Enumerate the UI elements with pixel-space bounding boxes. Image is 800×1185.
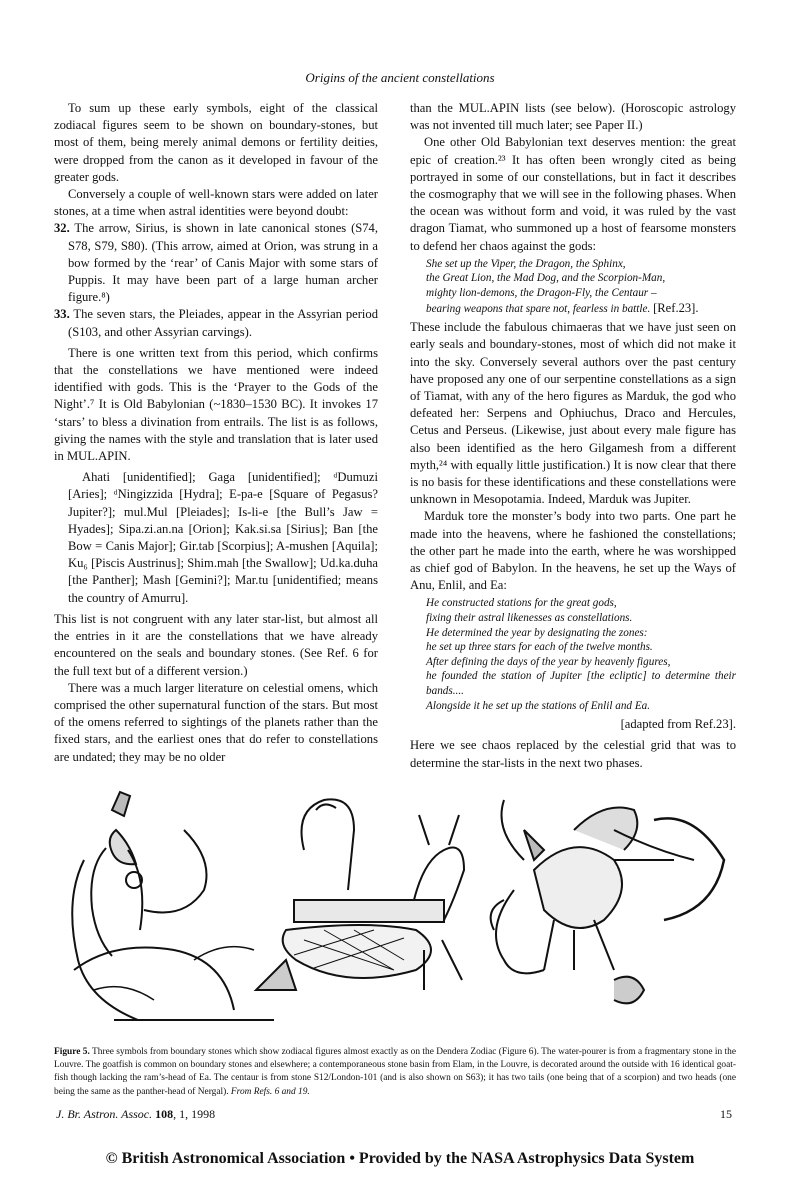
page-number: 15	[720, 1107, 732, 1121]
paragraph: Here we see chaos replaced by the celestial grid that was to determine the star-lists in the next two phases.	[410, 738, 736, 770]
goatfish-drawing	[256, 799, 464, 990]
paragraph: One other Old Babylonian text deserves mention: the great epic of creation.²³ It has often been wrongly cited as being portrayed in some of our constellations, but in fact it describes the cosmography that we will see in the following phases. When the ocean was without form and void, it was ruled by the vast dragon Tiamat, who summoned up a host of fearsome monsters to defend her chaos against the gods:	[410, 135, 736, 253]
verse-quote-1	[410, 257, 736, 316]
verse-line: Alongside it he set up the stations of Enlil and Ea.	[426, 699, 651, 712]
paragraph: Marduk tore the monster’s body into two parts. One part he made into the heavens, where he fashioned the constellations; the other part he made into the earth, where he was worshipped as chief god of Babylon. In the heavens, he set up the Ways of Anu, Enlil, and Ea:	[410, 509, 736, 593]
verse-line: the Great Lion, the Mad Dog, and the Scorpion-Man,	[426, 272, 666, 285]
figure-5-illustrations	[54, 790, 744, 1030]
verse-line	[426, 301, 736, 317]
item-number: 32.	[54, 221, 70, 236]
paragraph: This list is not congruent with any later star-list, but almost all the entries in it are the constellations that we have already encountered on the seals and boundary stones. (See Ref. 6 for the full text but of a different version.)	[54, 611, 378, 678]
journal-name: J. Br. Astron. Assoc.	[56, 1107, 153, 1121]
verse-line: She set up the Viper, the Dragon, the Sphinx,	[426, 257, 626, 270]
running-head: Origins of the ancient constellations	[305, 70, 495, 85]
journal-issue-year: , 1, 1998	[173, 1107, 216, 1121]
paragraph: Conversely a couple of well-known stars were added on later stones, at a time when astral identities were beyond doubt:	[54, 187, 378, 219]
verse-line: he founded the station of Jupiter [the ecliptic] to determine their bands....	[426, 670, 736, 698]
verse-line: fixing their astral likenesses as constellations.	[426, 612, 633, 625]
paragraph: These include the fabulous chimaeras that we have just seen on early seals and boundary-stones, most of which did not make it into the sky. Conversely several authors over the past century have proposed any one of our serpentine constellations as a sign of Tiamat, with any of the hero figures as Marduk, the god who defeated her: Serpens and Ophiuchus, Draco and Hercules, Cetus and Perseus. (Likewise, just about every male figure has also been identified as the hero Gilgamesh from a different myth,²⁴ with equally little justification.) It is now clear that there is no basis for these identifications and these constellations were unknown in Mesopotamia. Indeed, Marduk was Jupiter.	[410, 320, 736, 507]
item-text: The arrow, Sirius, is shown in late canonical stones (S74, S78, S79, S80). (This arrow, aimed at Orion, was strung in a bow formed by the ‘rear’ of Canis Major with some stars of Puppis. It may have been part of a large human archer figure.⁸)	[68, 221, 379, 305]
paragraph: There was a much larger literature on celestial omens, which comprised the other supernatural function of the stars. But most of the omens referred to sightings of the planets rather than the fixed stars, and the earliest ones that do refer to constellations are undated; they may be no older	[54, 680, 378, 764]
paragraph: There is one written text from this period, which confirms that the constellations we have mentioned were indeed identified with gods. This is the ‘Prayer to the Gods of the Night’.⁷ It is Old Babylonian (~1830–1530 BC). It invokes 17 ‘stars’ to bless a divination from entrails. The list is as follows, giving the names with the style and translation that is later used in MUL.APIN.	[54, 345, 378, 464]
left-column	[54, 100, 378, 766]
journal-citation	[56, 1107, 215, 1122]
boundary-stone-drawings	[54, 790, 744, 1030]
verse-reference: [Ref.23].	[653, 300, 699, 315]
verse-line: After defining the days of the year by heavenly figures,	[426, 655, 671, 668]
water-pourer-drawing	[72, 792, 274, 1020]
paragraph: than the MUL.APIN lists (see below). (Horoscopic astrology was not invented till much later; see Paper II.)	[410, 101, 736, 133]
star-list-block: Ahati [unidentified]; Gaga [unidentified]; ᵈDumuzi [Aries]; ᵈNingizzida [Hydra]; E-pa-e [Square of Pegasus? Jupiter?]; mul.Mul [Pleiades]; Is-li-e [the Bull’s Jaw = Hyades]; Sipa.zi.an.na [Orion]; Kak.si.sa [Sirius]; Ban [the Bow = Canis Major]; Gir.tab [Scorpius]; A-mushen [Aquila]; Ku₆ [Piscis Austrinus]; Shim.mah [the Swallow]; Ud.ka.duha [the Panther]; Mash [Gemini?]; Mar.tu [unidentified; means the country of Amurru].	[68, 470, 378, 605]
numbered-item-32	[54, 220, 378, 306]
verse-line-text: bearing weapons that spare not, fearless in battle.	[426, 302, 651, 315]
caption-text: Three symbols from boundary stones which show zodiacal figures almost exactly as on the Dendera Zodiac (Figure 6). The water-pourer is from a fragmentary stone in the Louvre. The goatfish is common on boundary stones and elsewhere; a contemporaneous stone basin from Elam, in the Louvre, is decorated around the outside with 16 identical goat-fish though lacking the ram’s-head of Ea. The centaur is from stone S12/London-101 (and is also shown on S63); it has two tails (one being that of a scorpion) and two heads (one being the same as the panther-head of Nergal).	[54, 1047, 736, 1097]
centaur-archer-drawing	[491, 800, 724, 1003]
verse-line: He determined the year by designating the zones:	[426, 626, 648, 639]
figure-label: Figure 5.	[54, 1047, 90, 1057]
numbered-item-33	[54, 306, 378, 340]
verse-line: He constructed stations for the great gods,	[426, 597, 617, 610]
journal-volume: 108	[155, 1107, 174, 1121]
verse-line: mighty lion-demons, the Dragon-Fly, the Centaur –	[426, 287, 657, 300]
item-text: The seven stars, the Pleiades, appear in the Assyrian period (S103, and other Assyrian carvings).	[68, 307, 378, 339]
verse-quote-2	[410, 596, 736, 713]
caption-references: From Refs. 6 and 19.	[230, 1086, 310, 1097]
verse-line: he set up three stars for each of the twelve months.	[426, 641, 653, 654]
item-number: 33.	[54, 307, 70, 322]
figure-caption	[54, 1046, 736, 1099]
verse-reference: [adapted from Ref.23].	[620, 717, 736, 732]
paragraph: To sum up these early symbols, eight of the classical zodiacal figures seem to be shown on boundary-stones, but most of them, being merely animal demons or fertility deities, were dropped from the canon as it developed in favour of the greater gods.	[54, 101, 378, 184]
copyright-notice: © British Astronomical Association • Provided by the NASA Astrophysics Data System	[105, 1150, 695, 1167]
right-column	[410, 100, 736, 772]
